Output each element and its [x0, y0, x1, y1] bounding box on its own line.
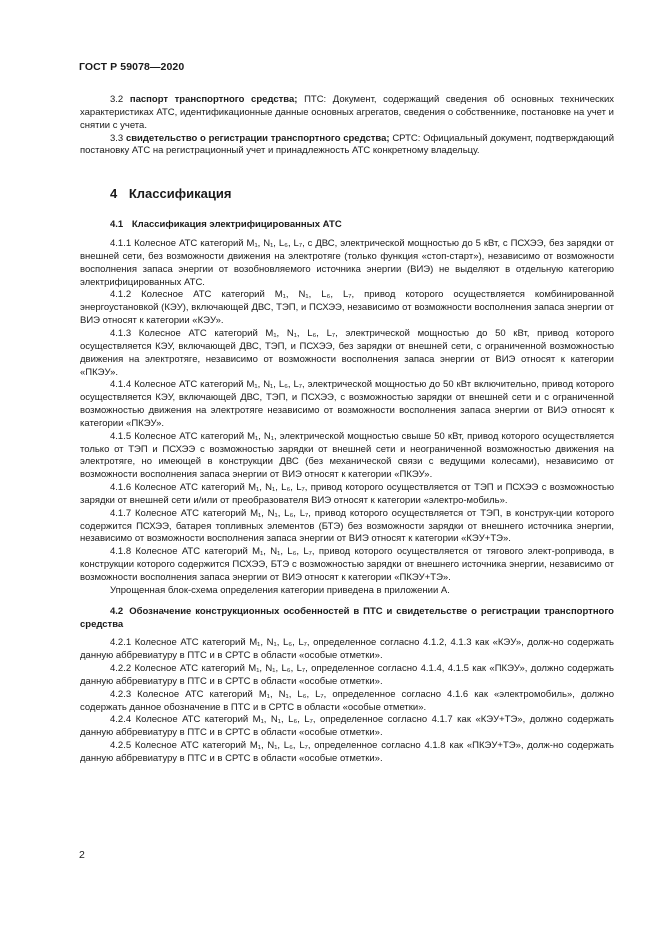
- definition-text: ПТС: Документ, содержащий сведения об основных технических характеристиках АТС, идентификационные данные основных агрегатов, сведения о собственнике, постановке на учет и снятии с учета.: [80, 94, 615, 131]
- clause-4-2-3: [80, 689, 614, 715]
- subsection-heading-4-1: [110, 219, 614, 232]
- definition-term: паспорт транспортного средства;: [129, 94, 298, 105]
- definition-3-2: [80, 94, 614, 133]
- clause-4-2-2: [80, 663, 614, 689]
- clause-number: 4.1.3: [110, 327, 132, 339]
- appendix-note: Упрощенная блок-схема определения категории приведена в приложении А.: [110, 584, 450, 596]
- definition-term: свидетельство о регистрации транспортного средства;: [125, 132, 390, 144]
- clause-text: Колесное АТС категорий M₁, N₁, L₆, L₇, привод которого осуществляется от ТЭП, в конструк-ции которого содержится ПСХЭЭ, батарея топливных элементов (БТЭ) без возможности зарядки от внешнего источника энергии, независимо от возможности восполнения запаса энергии от ВИЭ относят к категории «КЭУ+ТЭ».: [80, 507, 614, 545]
- section-number: 4: [110, 186, 118, 202]
- page-number: 2: [79, 849, 85, 861]
- clause-4-1-3: [80, 328, 614, 379]
- clause-4-2-5: [80, 740, 614, 766]
- definition-text: СРТС: Официальный документ, подтверждающий постановку АТС на регистрационный учет и принадлежность АТС конкретному владельцу.: [80, 132, 615, 157]
- definition-number: 3.2: [110, 94, 124, 105]
- clause-text: Колесное АТС категорий M₁, N₁, L₆, L₇, определенное согласно 4.1.6 как «электромобиль», должно содержать данное обозначение в ПТС и в СРТС в области «особые отметки».: [80, 688, 614, 713]
- subsection-title: Обозначение конструкционных особенностей в ПТС и свидетельстве о регистрации транспортного средства: [80, 605, 614, 630]
- clause-text: Колесное АТС категорий M₁, N₁, L₆, L₇, привод которого осуществляется от ТЭП и ПСХЭЭ с возможностью зарядки от внешней сети и/или от преобразователя ВИЭ относят к категории «электро-мобиль».: [80, 482, 615, 506]
- clause-text: Колесное АТС категорий M₁, N₁, L₆, L₇, определенное согласно 4.1.2, 4.1.3 как «КЭУ», долж-но содержать данную аббревиатуру в ПТС и в СРТС в области «особые отметки».: [80, 637, 614, 662]
- clause-text: Колесное АТС категорий M₁, N₁, L₆, L₇, определенное согласно 4.1.4, 4.1.5 как «ПКЭУ», должно содержать данную аббревиатуру в ПТС и в СРТС в области «особые отметки».: [80, 663, 614, 687]
- subsection-title: Классификация электрифицированных АТС: [131, 219, 342, 231]
- clause-number: 4.2.2: [110, 663, 132, 675]
- clause-text: Колесное АТС категорий M₁, N₁, L₆, L₇, определенное согласно 4.1.7 как «КЭУ+ТЭ», должно содержать данную аббревиатуру в ПТС и в СРТС в области «особые отметки».: [80, 714, 614, 739]
- section-title: Классификация: [128, 186, 232, 202]
- clause-number: 4.2.1: [110, 637, 132, 649]
- document-body: [80, 94, 614, 766]
- clause-number: 4.1.4: [110, 379, 132, 391]
- definition-number: 3.3: [110, 132, 124, 144]
- clause-number: 4.1.1: [110, 238, 132, 250]
- clause-4-1-8: [80, 546, 614, 585]
- clause-number: 4.1.6: [110, 482, 132, 494]
- clause-4-1-7: [80, 508, 614, 547]
- clause-number: 4.2.4: [110, 714, 132, 726]
- subsection-heading-4-2: [80, 606, 614, 632]
- clause-number: 4.1.7: [110, 507, 132, 519]
- clause-number: 4.1.2: [110, 289, 132, 301]
- subsection-number: 4.2: [110, 605, 124, 617]
- clause-4-1-6: [80, 482, 614, 508]
- section-heading: [110, 186, 614, 201]
- standard-header: ГОСТ Р 59078—2020: [79, 61, 185, 73]
- clause-text: Колесное АТС категорий M₁, N₁, электрической мощностью свыше 50 кВт, привод которого осуществляется только от ТЭП и ПСХЭЭ с возможностью зарядки от внешней сети и неограниченной возможностью движения на электротяге, но имеющей в конструкции ДВС (без механической связи с ведущими колесами), независимо от возможности восполнения запаса энергии от ВИЭ относят к категории «ПКЭУ».: [80, 430, 614, 481]
- clause-text: Колесное АТС категорий M₁, N₁, L₆, L₇, определенное согласно 4.1.8 как «ПКЭУ+ТЭ», долж-но содержать данную аббревиатуру в ПТС и в СРТС в области «особые отметки».: [80, 740, 615, 764]
- clause-4-1-4: [80, 379, 614, 430]
- clause-text: Колесное АТС категорий M₁, N₁, L₆, L₇, с ДВС, электрической мощностью до 5 кВт, с ПСХЭЭ, без зарядки от внешней сети, без возможности движения на электротяге (только функция «стоп-старт»), независимо от возможности восполнения запаса энергии от возобновляемого источника энергии (ВИЭ) не выделяют в отдельную категорию электрифицированных АТС.: [80, 238, 615, 288]
- clause-4-2-4: [80, 714, 614, 740]
- clause-4-1-5: [80, 431, 614, 482]
- clause-number: 4.1.5: [110, 430, 132, 442]
- clause-number: 4.1.8: [110, 546, 132, 558]
- clause-text: Колесное АТС категорий M₁, N₁, L₆, L₇, электрической мощностью до 50 кВт, привод которого осуществляется КЭУ, включающей ДВС, ТЭП, и ПСХЭЭ, без зарядки от внешней сети, с ограниченной возможностью движения на электротяге, независимо от возможности восполнения запаса энергии от ВИЭ относят к категории «ПКЭУ».: [80, 327, 614, 378]
- clause-4-1-2: [80, 289, 614, 328]
- clause-number: 4.2.3: [110, 688, 132, 700]
- clause-4-1-1: [80, 238, 614, 289]
- clause-text: Колесное АТС категорий M₁, N₁, L₆, L₇, электрической мощностью до 50 кВт включительно, привод которого осуществляется КЭУ, включающей ДВС, ТЭП, и ПСХЭЭ, с возможностью зарядки от внешней сети и с ограниченной возможностью движения на электротяге независимо от возможности восполнения запаса энергии от ВИЭ относят к категории «ПКЭУ».: [80, 379, 615, 429]
- clause-number: 4.2.5: [110, 740, 132, 752]
- clause-text: Колесное АТС категорий M₁, N₁, L₆, L₇, привод которого осуществляется от тягового элект-ропривода, в конструкции которого содержится ПСХЭЭ, БТЭ с возможностью зарядки от внешнего источника энергии, независимо от возможности восполнения запаса энергии от ВИЭ относят к категории «ПКЭУ+ТЭ».: [80, 546, 614, 583]
- subsection-number: 4.1: [110, 219, 124, 231]
- definition-3-3: [80, 133, 614, 159]
- clause-4-2-1: [80, 637, 614, 663]
- clause-text: Колесное АТС категорий M₁, N₁, L₆, L₇, привод которого осуществляется комбинированной энергоустановкой (КЭУ), включающей ДВС, ТЭП, и ПСХЭЭ, независимо от возможности восполнения запаса энергии от ВИЭ относят к категории «КЭУ».: [80, 289, 615, 327]
